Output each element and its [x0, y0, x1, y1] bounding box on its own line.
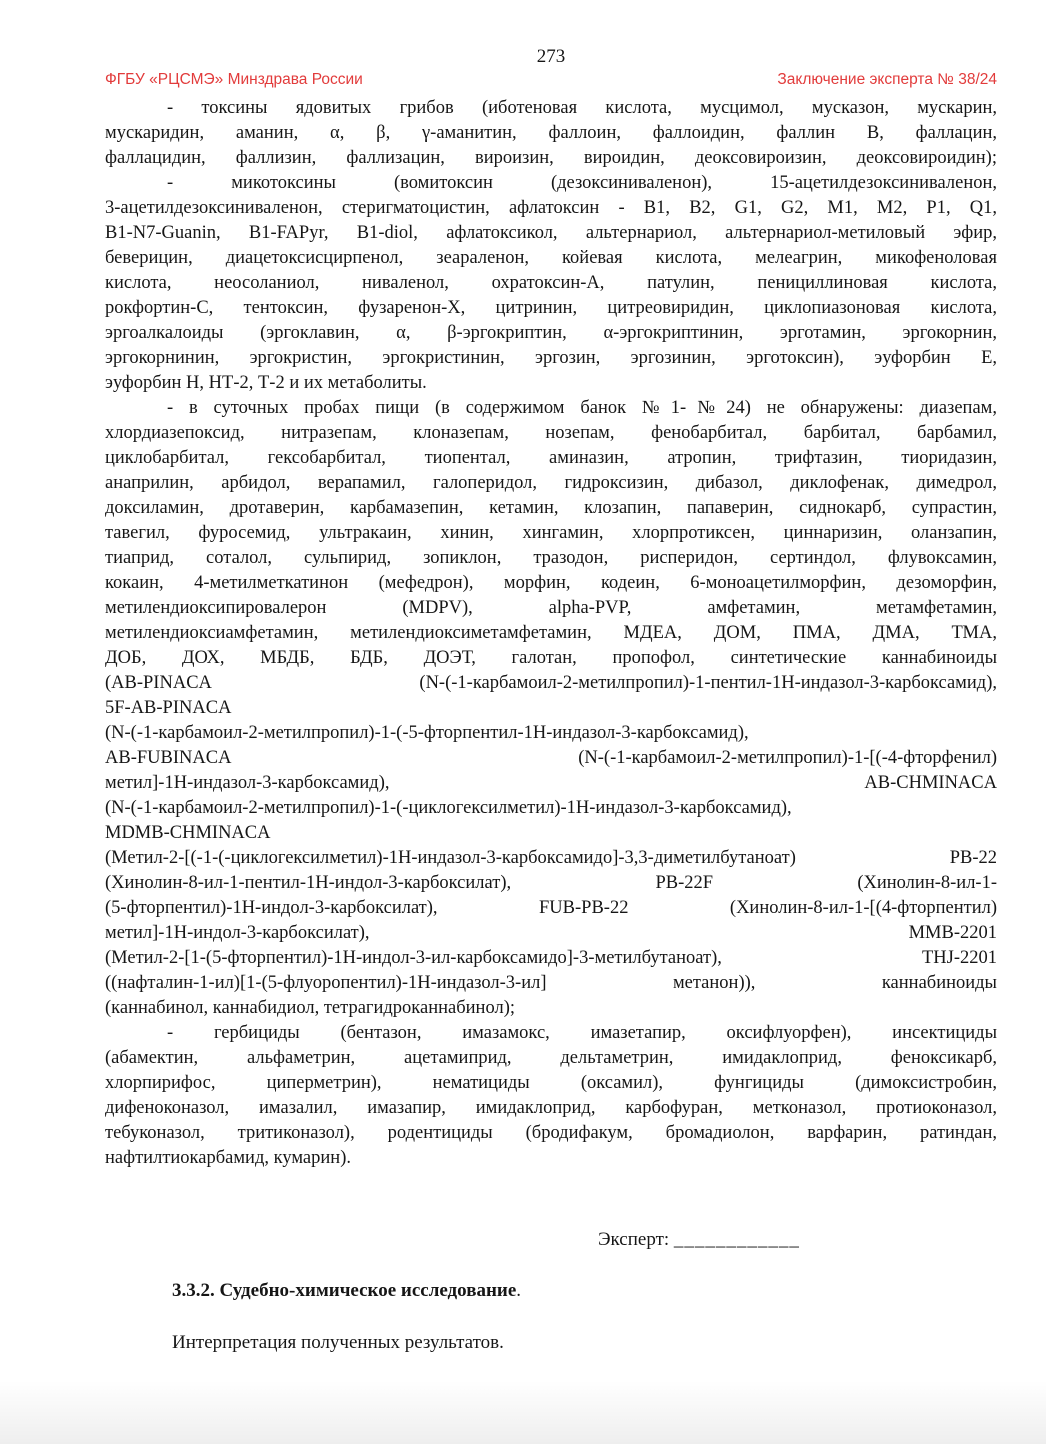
- document-line: кислота, неосоланиол, ниваленол, охратоксин-А, патулин, пенициллиновая кислота,: [105, 273, 997, 293]
- document-line: эуфорбин Н, НТ-2, Т-2 и их метаболиты.: [105, 373, 427, 393]
- document-line: фаллацидин, фаллизин, фаллизацин, вироизин, вироидин, деоксовироизин, деоксовироидин);: [105, 148, 997, 168]
- header-doc-ref: Заключение эксперта № 38/24: [777, 71, 997, 88]
- document-line: AB-FUBINACA (N-(-1-карбамоил-2-метилпропил)-1-[(-4-фторфенил): [105, 748, 997, 768]
- document-line: тиаприд, соталол, сульпирид, зопиклон, тразодон, рисперидон, сертиндол, флувоксамин,: [105, 548, 997, 568]
- section-heading-text: 3.3.2. Судебно-химическое исследование: [172, 1280, 517, 1301]
- document-body: [105, 96, 997, 1171]
- document-line: 3-ацетилдезоксиниваленон, стеригматоцистин, афлатоксин - B1, B2, G1, G2, M1, M2, P1, Q1,: [105, 198, 997, 218]
- document-line: B1-N7-Guanin, B1-FAPyr, B1-diol, афлатоксикол, альтернариол, альтернариол-метиловый эфир,: [105, 223, 997, 243]
- header-org: ФГБУ «РЦСМЭ» Минздрава России: [105, 71, 363, 88]
- document-line: ((нафталин-1-ил)[1-(5-флуоропентил)-1Н-индазол-3-ил] метанон)), каннабиноиды: [105, 973, 997, 993]
- document-line: метил]-1Н-индол-3-карбоксилат), MMB-2201: [105, 923, 997, 943]
- document-line: (N-(-1-карбамоил-2-метилпропил)-1-(-циклогексилметил)-1Н-индазол-3-карбоксамид),: [105, 798, 792, 818]
- document-line: хлорпирифос, циперметрин), нематициды (оксамил), фунгициды (димоксистробин,: [105, 1073, 997, 1093]
- document-line: - в суточных пробах пищи (в содержимом банок №1-№24) не обнаружены: диазепам,: [167, 398, 997, 418]
- paragraph-pesticides: [105, 1021, 997, 1171]
- page-bottom-shadow: [0, 1380, 1046, 1444]
- document-line: нафтилтиокарбамид, кумарин).: [105, 1148, 351, 1168]
- expert-signature-row: [105, 1227, 997, 1252]
- document-line: кокаин, 4-метилметкатинон (мефедрон), морфин, кодеин, 6-моноацетилморфин, дезоморфин,: [105, 573, 997, 593]
- paragraph-food-samples: [105, 396, 997, 1021]
- expert-label: Эксперт:: [598, 1229, 670, 1250]
- document-line: тавегил, фуросемид, ультракаин, хинин, хингамин, хлорпротиксен, циннаризин, оланзапин,: [105, 523, 997, 543]
- document-line: анаприлин, арбидол, верапамил, галоперидол, гидроксизин, дибазол, диклофенак, димедрол,: [105, 473, 997, 493]
- document-line: доксиламин, дротаверин, карбамазепин, кетамин, клозапин, папаверин, сиднокарб, супрастин,: [105, 498, 997, 518]
- document-line: тебуконазол, тритиконазол), родентициды (бродифакум, бромадиолон, варфарин, ратиндан,: [105, 1123, 997, 1143]
- document-line: 5F-AB-PINACA: [105, 698, 232, 718]
- document-line: MDMB-CHMINACA: [105, 823, 271, 843]
- document-line: - гербициды (бентазон, имазамокс, имазетапир, оксифлуорфен), инсектициды: [167, 1023, 997, 1043]
- interpretation-note: Интерпретация полученных результатов.: [172, 1332, 504, 1353]
- document-line: (5-фторпентил)-1Н-индол-3-карбоксилат), FUB-PB-22 (Хинолин-8-ил-1-[(4-фторпентил): [105, 898, 997, 918]
- document-line: - токсины ядовитых грибов (иботеновая кислота, мусцимол, мусказон, мускарин,: [167, 98, 997, 118]
- paragraph-mushroom-toxins: [105, 96, 997, 171]
- section-heading: [105, 1278, 997, 1303]
- document-line: (AB-PINACA (N-(-1-карбамоил-2-метилпропил)-1-пентил-1Н-индазол-3-карбоксамид),: [105, 673, 997, 693]
- document-line: дифеноконазол, имазалил, имазапир, имидаклоприд, карбофуран, метконазол, протиоконазол,: [105, 1098, 997, 1118]
- document-line: (Метил-2-[(-1-(-циклогексилметил)-1Н-индазол-3-карбоксамидо]-3,3-диметилбутаноат) PB-22: [105, 848, 997, 868]
- document-line: эргокорнинин, эргокристин, эргокристинин, эргозин, эргозинин, эрготоксин), эуфорбин Е,: [105, 348, 997, 368]
- paragraph-mycotoxins: [105, 171, 997, 396]
- document-line: (Метил-2-[1-(5-фторпентил)-1Н-индол-3-ил-карбоксамидо]-3-метилбутаноат), THJ-2201: [105, 948, 997, 968]
- document-line: (абамектин, альфаметрин, ацетамиприд, дельтаметрин, имидаклоприд, феноксикарб,: [105, 1048, 997, 1068]
- document-line: циклобарбитал, гексобарбитал, тиопентал, аминазин, атропин, трифтазин, тиоридазин,: [105, 448, 997, 468]
- page-header: [105, 70, 997, 89]
- document-line: мускаридин, аманин, α, β, γ-аманитин, фаллоин, фаллоидин, фаллин В, фаллацин,: [105, 123, 997, 143]
- document-line: ДОБ, ДОХ, МБДБ, БДБ, ДОЭТ, галотан, пропофол, синтетические каннабиноиды: [105, 648, 997, 668]
- document-line: метилендиоксипировалерон (MDPV), alpha-PVP, амфетамин, метамфетамин,: [105, 598, 997, 618]
- document-line: метилендиоксиамфетамин, метилендиоксиметамфетамин, МДЕА, ДОМ, ПМА, ДМА, ТМА,: [105, 623, 997, 643]
- document-line: (каннабинол, каннабидиол, тетрагидроканнабинол);: [105, 998, 515, 1018]
- expert-signature-blank: ____________: [673, 1229, 800, 1250]
- document-line: хлордиазепоксид, нитразепам, клоназепам, нозепам, фенобарбитал, барбитал, барбамил,: [105, 423, 997, 443]
- section-heading-period: .: [516, 1280, 522, 1301]
- document-line: (N-(-1-карбамоил-2-метилпропил)-1-(-5-фторпентил-1Н-индазол-3-карбоксамид),: [105, 723, 749, 743]
- document-line: беверицин, диацетоксисцирпенол, зеараленон, койевая кислота, мелеагрин, микофеноловая: [105, 248, 997, 268]
- document-line: (Хинолин-8-ил-1-пентил-1Н-индол-3-карбоксилат), PB-22F (Хинолин-8-ил-1-: [105, 873, 997, 893]
- document-line: эргоалкалоиды (эргоклавин, α, β-эргокриптин, α-эргокриптинин, эрготамин, эргокорнин,: [105, 323, 997, 343]
- document-line: - микотоксины (вомитоксин (дезоксиниваленон), 15-ацетилдезоксиниваленон,: [167, 173, 997, 193]
- document-line: рокфортин-С, тентоксин, фузаренон-Х, цитринин, цитреовиридин, циклопиазоновая кислота,: [105, 298, 997, 318]
- document-line: метил]-1Н-индазол-3-карбоксамид), AB-CHMINACA: [105, 773, 997, 793]
- page-number: 273: [536, 46, 566, 67]
